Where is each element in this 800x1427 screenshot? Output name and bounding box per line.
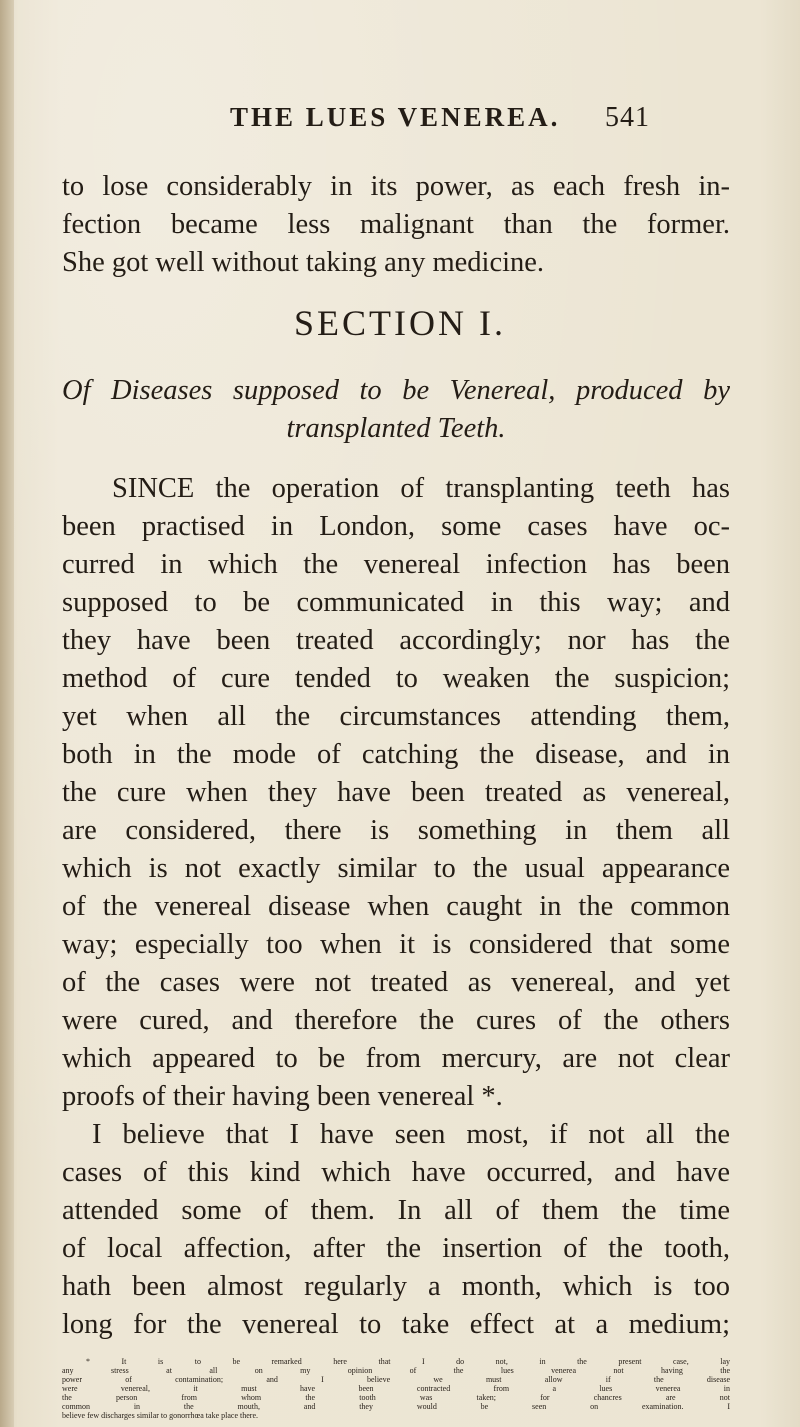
text-line: to lose considerably in its power, as each fresh in- [62,171,730,202]
text-line: of the venereal disease when caught in the common [62,891,730,922]
text-line: been practised in London, some cases have oc- [62,511,730,542]
text-line: I believe that I have seen most, if not all the [92,1119,730,1150]
text-line: supposed to be communicated in this way; and [62,587,730,618]
footnote-line: believe few discharges similar to gonorrhœa take place there. [62,1411,258,1420]
text-line: method of cure tended to weaken the suspicion; [62,663,730,694]
text-line: SINCE the operation of transplanting teeth has [112,473,730,504]
running-head: THE LUES VENEREA. [230,102,561,132]
text-line: way; especially too when it is considered that some [62,929,730,960]
text-line: the cure when they have been treated as venereal, [62,777,730,808]
footnote-line: power of contamination; and I believe we must allow if the disease [62,1375,730,1384]
text-line: are considered, there is something in them all [62,815,730,846]
page-number: 541 [605,102,650,133]
text-line: of the cases were not treated as venereal, and yet [62,967,730,998]
page-gutter-shadow [0,0,14,1427]
text-line: yet when all the circumstances attending them, [62,701,730,732]
text-line: curred in which the venereal infection has been [62,549,730,580]
text-line: attended some of them. In all of them the time [62,1195,730,1226]
section-subtitle-line: transplanted Teeth. [286,413,506,444]
text-line: hath been almost regularly a month, which is too [62,1271,730,1302]
text-line: fection became less malignant than the former. [62,209,730,240]
page-header [230,102,670,138]
text-line: proofs of their having been venereal *. [62,1081,503,1112]
footnote-line: any stress at all on my opinion of the lues venerea not having the [62,1366,730,1375]
text-line: both in the mode of catching the disease, and in [62,739,730,770]
text-line: were cured, and therefore the cures of the others [62,1005,730,1036]
text-line: She got well without taking any medicine. [62,247,545,278]
text-line: they have been treated accordingly; nor has the [62,625,730,656]
footnote-line: the person from whom the tooth was taken; for chancres are not [62,1393,730,1402]
text-line: cases of this kind which have occurred, and have [62,1157,730,1188]
text-line: which appeared to be from mercury, are not clear [62,1043,730,1074]
footnote-line: common in the mouth, and they would be seen on examination. I [62,1402,730,1411]
footnote-line: were venereal, it must have been contracted from a lues venerea in [62,1384,730,1393]
footnote-line: * It is to be remarked here that I do not, in the present case, lay [86,1357,730,1366]
text-line: which is not exactly similar to the usual appearance [62,853,730,884]
section-heading: SECTION I. [294,303,506,343]
text-line: long for the venereal to take effect at a medium; [62,1309,730,1340]
section-subtitle-line: Of Diseases supposed to be Venereal, produced by [62,375,730,406]
text-line: of local affection, after the insertion of the tooth, [62,1233,730,1264]
